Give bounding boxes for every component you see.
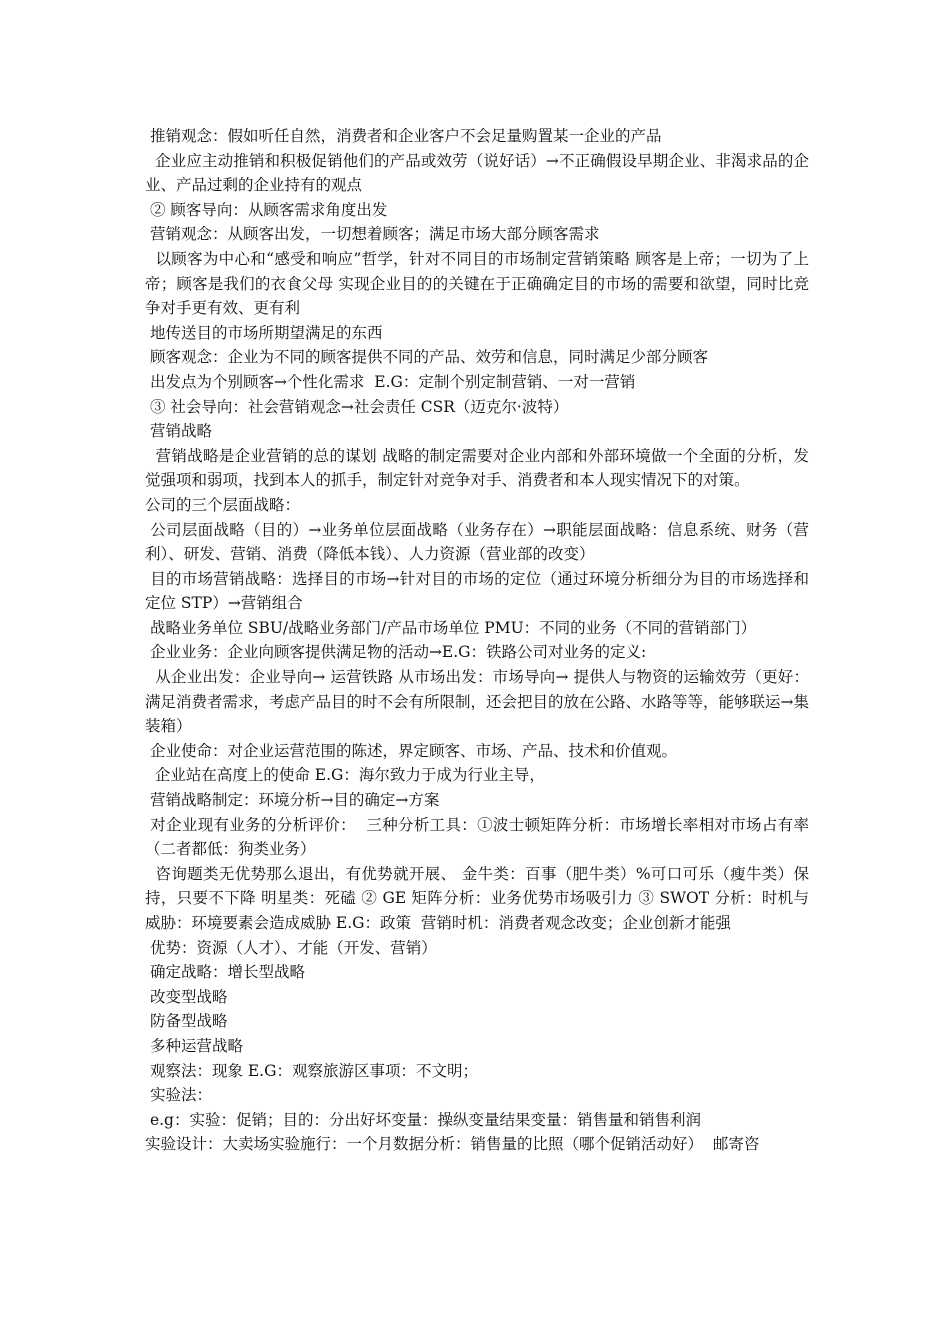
paragraph-active-promotion: 企业应主动推销和积极促销他们的产品或效劳（说好话）→不正确假设早期企业、非渴求品的企业、产品过剩的企业持有的观点 [145, 151, 809, 195]
paragraph-change-strategy: 改变型战略 [145, 987, 228, 1006]
paragraph-marketing-concept: 营销观念：从顾客出发，一切想着顾客；满足市场大部分顾客需求 [145, 225, 600, 244]
document-body [145, 124, 809, 1157]
paragraph-three-levels-heading: 公司的三个层面战略： [145, 495, 301, 514]
paragraph-customer-orientation: ② 顾客导向：从顾客需求角度出发 [145, 200, 388, 219]
paragraph-defense-strategy: 防备型战略 [145, 1012, 228, 1031]
paragraph-mission-example: 企业站在高度上的使命 E.G：海尔致力于成为行业主导， [145, 766, 545, 785]
paragraph-company-level: 公司层面战略（目的）→业务单位层面战略（业务存在）→职能层面战略：信息系统、财务（营利）、研发、营销、消费（降低本钱）、人力资源（营业部的改变） [145, 520, 809, 564]
paragraph-strategy-formulation: 营销战略制定：环境分析→目的确定→方案 [145, 791, 440, 810]
paragraph-diversified-strategy: 多种运营战略 [145, 1036, 243, 1055]
paragraph-business-evaluation: 对企业现有业务的分析评价： 三种分析工具：①波士顿矩阵分析：市场增长率相对市场占有率（二者都低：狗类业务） [145, 815, 809, 859]
paragraph-customer-centric: 以顾客为中心和“感受和响应”哲学，针对不同目的市场制定营销策略 顾客是上帝；一切为了上帝；顾客是我们的衣食父母 实现企业目的的关键在于正确确定目的市场的需要和欲望，同时比竞争对手更有效、更有利 [145, 249, 809, 318]
paragraph-observation-method: 观察法：现象 E.G：观察旅游区事项：不文明； [145, 1061, 478, 1080]
paragraph-enterprise-vs-market: 从企业出发：企业导向→ 运营铁路 从市场出发：市场导向→ 提供人与物资的运输效劳（更好：满足消费者需求，考虑产品目的时不会有所限制，还会把目的放在公路、水路等等，能够联运→集装箱） [145, 668, 810, 736]
paragraph-sbu: 战略业务单位 SBU/战略业务部门/产品市场单位 PMU：不同的业务（不同的营销部门） [145, 618, 757, 637]
paragraph-customer-concept: 顾客观念：企业为不同的顾客提供不同的产品、效劳和信息，同时满足少部分顾客 [145, 348, 708, 367]
paragraph-marketing-strategy: 营销战略是企业营销的总的谋划 战略的制定需要对企业内部和外部环境做一个全面的分析，发觉强项和弱项，找到本人的抓手，制定针对竞争对手、消费者和本人现实情况下的对策。 [145, 446, 809, 490]
paragraph-individual-customer: 出发点为个别顾客→个性化需求 E.G：定制个别定制营销、一对一营销 [145, 372, 636, 391]
paragraph-social-orientation: ③ 社会导向：社会营销观念→社会责任 CSR（迈克尔·波特） [145, 397, 569, 416]
paragraph-push-concept: 推销观念：假如听任自然，消费者和企业客户不会足量购置某一企业的产品 [145, 127, 662, 145]
paragraph-growth-strategy: 确定战略：增长型战略 [145, 963, 305, 982]
paragraph-enterprise-business: 企业业务：企业向顾客提供满足物的活动→E.G：铁路公司对业务的定义: [145, 643, 647, 662]
paragraph-experiment-method: 实验法： [145, 1086, 212, 1105]
paragraph-experiment-example: e.g：实验：促销；目的：分出好坏变量：操纵变量结果变量：销售量和销售利润 [145, 1110, 701, 1129]
paragraph-enterprise-mission: 企业使命：对企业运营范围的陈述，界定顾客、市场、产品、技术和价值观。 [145, 741, 677, 760]
paragraph-target-market: 目的市场营销战略：选择目的市场→针对目的市场的定位（通过环境分析细分为目的市场选择和定位 STP）→营销组合 [145, 569, 809, 613]
paragraph-question-marks: 咨询题类无优势那么退出，有优势就开展、 金牛类：百事（肥牛类）%可口可乐（瘦牛类）保持，只要不下降 明星类：死磕 ② GE 矩阵分析：业务优势市场吸引力 ③ SWOT 分析：时机与威胁：环境要素会造成威胁 E.G：政策 营销时机：消费者观念改变；企业创新才能强 [145, 864, 809, 932]
paragraph-experiment-design: 实验设计：大卖场实验施行：一个月数据分析：销售量的比照（哪个促销活动好） 邮寄咨 [145, 1135, 760, 1154]
paragraph-deliver-target: 地传送目的市场所期望满足的东西 [145, 323, 383, 342]
paragraph-marketing-strategy-heading: 营销战略 [145, 422, 212, 441]
paragraph-strengths: 优势：资源（人才）、才能（开发、营销） [145, 938, 437, 957]
